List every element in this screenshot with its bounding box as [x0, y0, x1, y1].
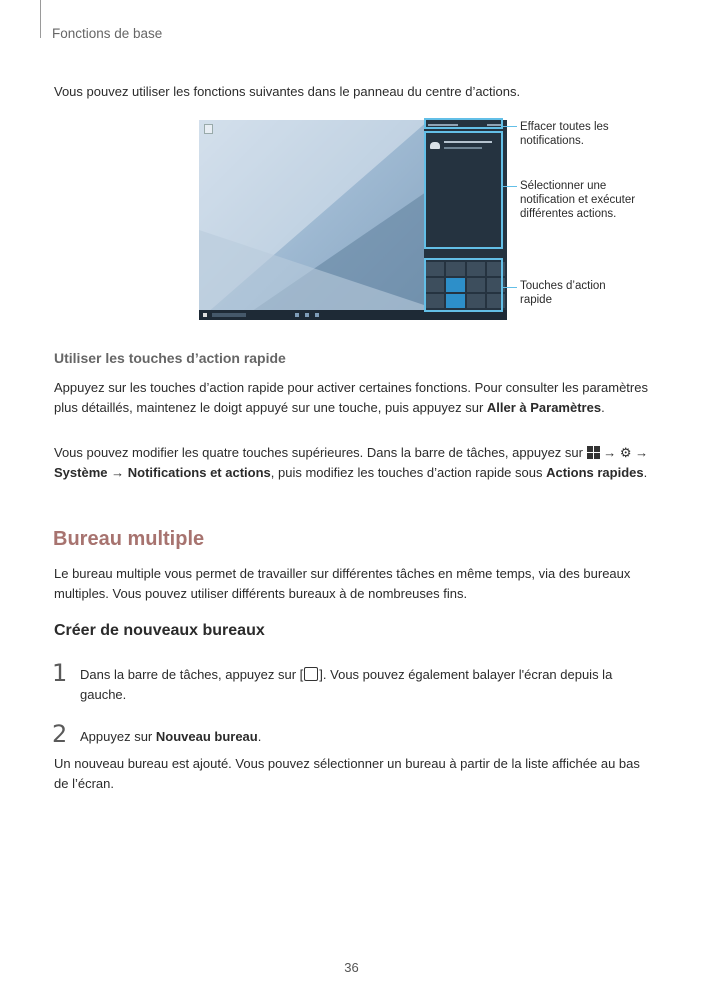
- highlight-clear-all: [424, 118, 503, 129]
- page-number: 36: [344, 960, 359, 975]
- gear-icon: ⚙: [619, 445, 632, 460]
- quick-actions-paragraph-1: Appuyez sur les touches d’action rapide pour activer certaines fonctions. Pour consulter les paramètres plus détaillés, maintenez le doigt appuyé sur une touche, puis appuyez sur Aller à Paramètres.: [54, 380, 648, 415]
- leader-line: [503, 186, 517, 187]
- section-header: Fonctions de base: [52, 26, 163, 41]
- subsection-title: Créer de nouveaux bureaux: [54, 622, 265, 639]
- header-rule: [40, 0, 41, 38]
- leader-line: [503, 126, 517, 127]
- windows-start-icon: [203, 313, 207, 317]
- step-number: 1: [52, 659, 68, 687]
- intro-text: Vous pouvez utiliser les fonctions suivantes dans le panneau du centre d’actions.: [54, 84, 521, 99]
- taskbar-app-icon: [305, 313, 309, 317]
- step-number: 2: [52, 720, 68, 748]
- step-text: Appuyez sur Nouveau bureau.: [80, 729, 262, 744]
- recycle-bin-icon: [204, 124, 213, 134]
- highlight-notifications: [424, 131, 503, 249]
- task-view-icon: [304, 667, 318, 681]
- multi-desktop-outro: Un nouveau bureau est ajouté. Vous pouvez sélectionner un bureau à partir de la liste affichée au bas de l’écran.: [54, 756, 640, 791]
- quick-actions-paragraph-2: Vous pouvez modifier les quatre touches supérieures. Dans la barre de tâches, appuyez sur → ⚙ → Système → Notifications et actions, puis modifiez les touches d’action rapide sous Actions rapides.: [54, 445, 649, 480]
- section-title: Bureau multiple: [53, 528, 205, 550]
- taskbar-app-icon: [315, 313, 319, 317]
- taskbar-app-icon: [295, 313, 299, 317]
- windows-start-icon: [587, 446, 600, 459]
- highlight-quick-actions: [424, 258, 503, 312]
- taskbar-search: [212, 313, 246, 317]
- quick-actions-heading: Utiliser les touches d’action rapide: [54, 350, 286, 366]
- callout-quick-actions: Touches d’action rapide: [520, 280, 606, 306]
- callout-select-notification: Sélectionner une notification et exécuter différentes actions.: [520, 180, 636, 220]
- wallpaper-fold: [199, 230, 439, 310]
- multi-desktop-intro: Le bureau multiple vous permet de travailler sur différentes tâches en même temps, via des bureaux multiples. Vous pouvez utiliser différents bureaux à de nombreuses fins.: [54, 566, 631, 601]
- step-text: Dans la barre de tâches, appuyez sur [ ]. Vous pouvez également balayer l'écran depuis la gauche.: [80, 667, 613, 702]
- callout-clear-all: Effacer toutes les notifications.: [520, 121, 609, 147]
- leader-line: [503, 287, 517, 288]
